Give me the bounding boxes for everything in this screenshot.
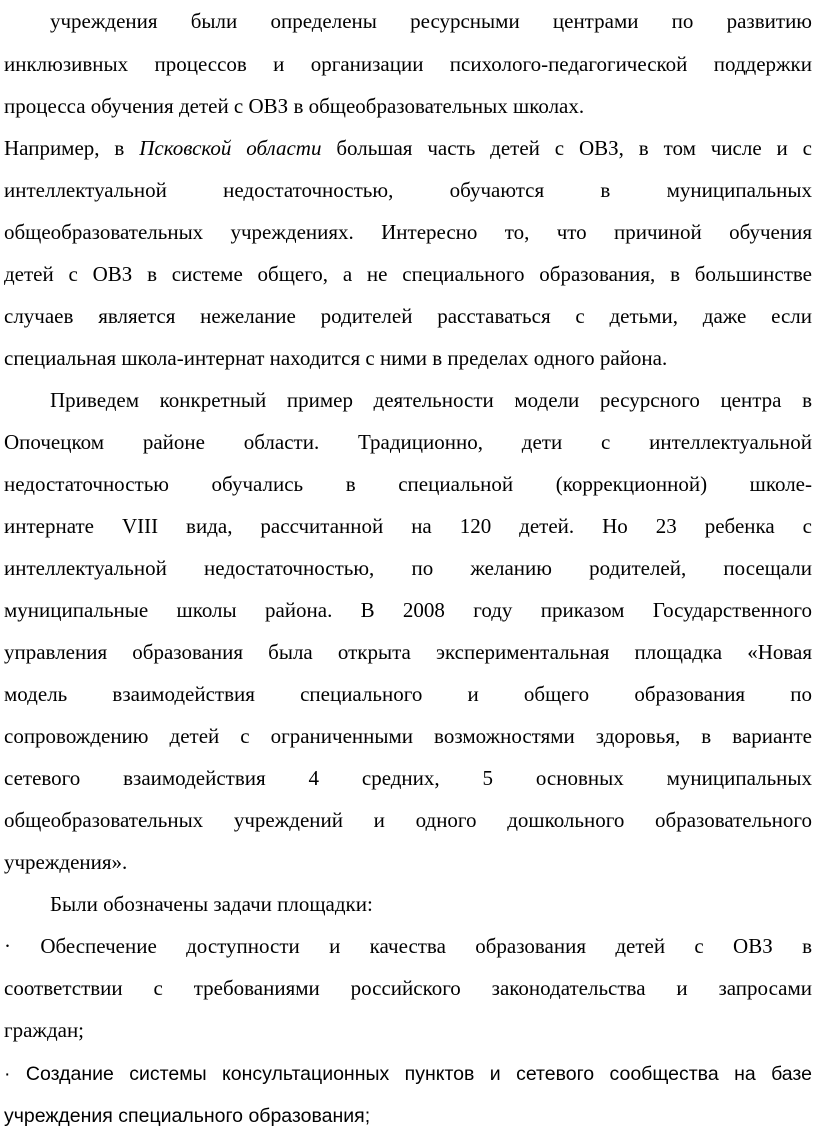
text-span: Например, в xyxy=(4,136,140,160)
text-line: детей с ОВЗ в системе общего, а не специального образования, в большинстве xyxy=(4,262,812,286)
text-line: муниципальные школы района. В 2008 году приказом Государственного xyxy=(4,598,812,622)
bullet-line: · Обеспечение доступности и качества образования детей с ОВЗ в xyxy=(4,934,812,958)
text-line: модель взаимодействия специального и общего образования по xyxy=(4,682,812,706)
text-line: Опочецком районе области. Традиционно, дети с интеллектуальной xyxy=(4,430,812,454)
italic-region-name: Псковской области xyxy=(139,136,322,160)
text-line: процесса обучения детей с ОВЗ в общеобразовательных школах. xyxy=(4,94,585,118)
text-line: управления образования была открыта экспериментальная площадка «Новая xyxy=(4,640,812,664)
text-line: интернате VIII вида, рассчитанной на 120 детей. Но 23 ребенка с xyxy=(4,514,812,538)
text-line: интеллектуальной недостаточностью, обучаются в муниципальных xyxy=(4,178,812,202)
text-line: граждан; xyxy=(4,1018,85,1042)
text-line: сопровождению детей с ограниченными возможностями здоровья, в варианте xyxy=(4,724,812,748)
text-line xyxy=(4,127,812,169)
text-line: сетевого взаимодействия 4 средних, 5 основных муниципальных xyxy=(4,766,812,790)
text-line: учреждения специального образования; xyxy=(4,1105,371,1127)
bullet-line: · Создание системы консультационных пунктов и сетевого сообщества на базе xyxy=(4,1063,812,1085)
text-line: Приведем конкретный пример деятельности модели ресурсного центра в xyxy=(50,388,812,412)
text-line: соответствии с требованиями российского законодательства и запросами xyxy=(4,976,812,1000)
text-line: специальная школа-интернат находится с ними в пределах одного района. xyxy=(4,346,668,370)
text-line: учреждения». xyxy=(4,850,128,874)
text-span: большая часть детей с ОВЗ, в том числе и с xyxy=(321,136,812,160)
text-line: интеллектуальной недостаточностью, по желанию родителей, посещали xyxy=(4,556,812,580)
text-line: инклюзивных процессов и организации психолого-педагогической поддержки xyxy=(4,52,812,76)
text-line: общеобразовательных учреждений и одного дошкольного образовательного xyxy=(4,808,812,832)
text-line: общеобразовательных учреждениях. Интересно то, что причиной обучения xyxy=(4,220,812,244)
text-line: Были обозначены задачи площадки: xyxy=(50,892,373,916)
text-line: учреждения были определены ресурсными центрами по развитию xyxy=(50,9,812,33)
text-line: недостаточностью обучались в специальной (коррекционной) школе- xyxy=(4,472,812,496)
text-line: случаев является нежелание родителей расставаться с детьми, даже если xyxy=(4,304,812,328)
